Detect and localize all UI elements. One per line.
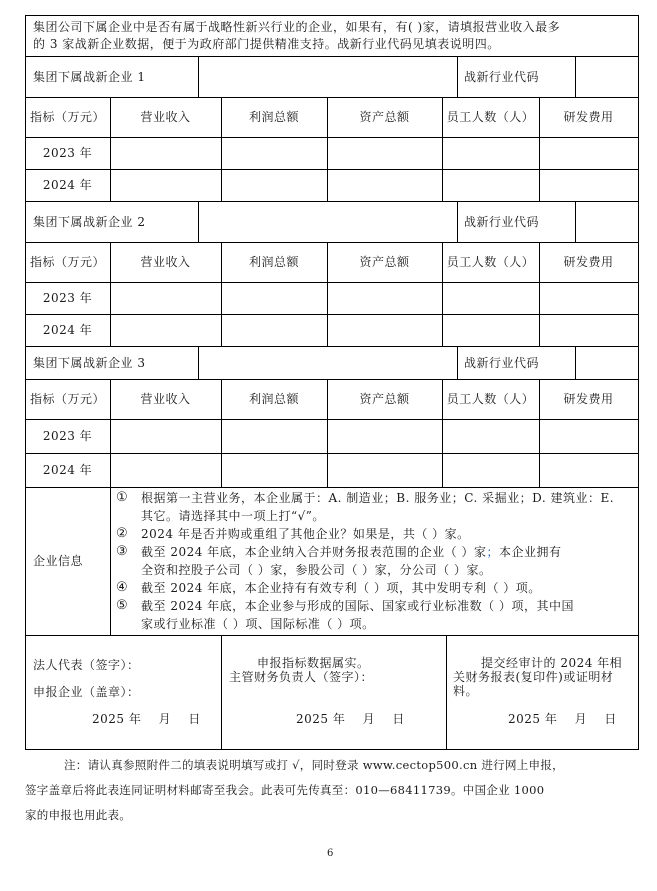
info-divider <box>110 487 111 635</box>
note-line-2: 签字盖章后将此表连同证明材料邮寄至我会。此表可先传真至：010—68411739。中国企业 1000 <box>25 783 545 797</box>
item-number-1: ① <box>116 490 129 505</box>
value-cell-input[interactable] <box>328 170 442 201</box>
value-cell-input[interactable] <box>328 420 442 453</box>
column-header: 营业收入 <box>140 392 191 406</box>
enterprise-info-label: 企业信息 <box>33 554 84 568</box>
value-cell-input[interactable] <box>111 420 221 453</box>
table-border-top <box>25 15 639 16</box>
column-header: 员工人数（人） <box>446 392 535 406</box>
value-cell-input[interactable] <box>111 454 221 487</box>
item-3-line-2: 全资和控股子公司（ ）家，参股公司（ ）家，分公司（ ）家。 <box>141 563 492 577</box>
value-cell-input[interactable] <box>328 454 442 487</box>
item-2-line-1: 2024 年是否并购或重组了其他企业？如果是，共（ ）家。 <box>141 527 470 541</box>
industry-code-input[interactable] <box>576 57 638 97</box>
company-name-label: 集团下属战新企业 1 <box>33 70 146 84</box>
item-1-line-2: 其它。请选择其中一项上打“√”。 <box>141 509 325 523</box>
value-cell-input[interactable] <box>443 315 539 346</box>
legal-rep-signature-label: 法人代表（签字）： <box>33 658 140 672</box>
value-cell-input[interactable] <box>222 283 327 314</box>
year-label: 2023 年 <box>42 429 93 443</box>
value-cell-input[interactable] <box>222 315 327 346</box>
item-number-2: ② <box>116 526 129 541</box>
industry-code-label: 战新行业代码 <box>464 70 540 84</box>
industry-code-input[interactable] <box>576 347 638 379</box>
table-border-left <box>25 15 26 750</box>
value-cell-input[interactable] <box>328 283 442 314</box>
value-cell-input[interactable] <box>443 138 539 169</box>
column-header: 员工人数（人） <box>446 110 535 124</box>
column-header: 营业收入 <box>140 255 191 269</box>
signature-date-3: 2025 年 月 日 <box>508 712 617 726</box>
data-truth-statement: 申报指标数据属实。 <box>257 656 370 670</box>
name-row-divider <box>457 201 458 242</box>
intro-line-1: 集团公司下属企业中是否有属于战略性新兴行业的企业，如果有，有( )家，请填报营业收入最多 <box>33 20 561 34</box>
header-top-line <box>25 97 639 98</box>
signature-date-2: 2025 年 月 日 <box>296 712 405 726</box>
item-1-line-1: 根据第一主营业务，本企业属于：A. 制造业；B. 服务业；C. 采掘业；D. 建筑业：E. <box>141 491 615 505</box>
company-name-input[interactable] <box>199 202 457 242</box>
item-3-line-1 <box>141 545 562 559</box>
value-cell-input[interactable] <box>111 170 221 201</box>
table-border-bottom <box>25 749 639 750</box>
value-cell-input[interactable] <box>443 283 539 314</box>
name-row-divider <box>457 346 458 379</box>
signature-date-1: 2025 年 月 日 <box>92 712 201 726</box>
company-name-label: 集团下属战新企业 2 <box>33 215 146 229</box>
company-name-input[interactable] <box>199 57 457 97</box>
company-name-input[interactable] <box>199 347 457 379</box>
value-cell-input[interactable] <box>222 170 327 201</box>
value-cell-input[interactable] <box>222 420 327 453</box>
item-number-3: ③ <box>116 544 129 559</box>
year-label: 2023 年 <box>42 291 93 305</box>
item-4-line-1: 截至 2024 年底，本企业持有有效专利（ ）项，其中发明专利（ ）项。 <box>141 581 541 595</box>
year-label: 2024 年 <box>42 323 93 337</box>
value-cell-input[interactable] <box>540 315 638 346</box>
column-header: 指标（万元） <box>29 110 105 124</box>
column-header: 利润总额 <box>248 392 299 406</box>
column-header: 员工人数（人） <box>446 255 535 269</box>
company-seal-label: 申报企业（盖章）： <box>33 685 140 699</box>
note-line-1: 注：请认真参照附件二的填表说明填写或打 √，同时登录 www.cectop500.cn 进行网上申报， <box>64 758 564 772</box>
value-cell-input[interactable] <box>328 138 442 169</box>
page-number: 6 <box>327 848 334 859</box>
finance-head-signature-label: 主管财务负责人（签字）： <box>229 670 374 684</box>
value-cell-input[interactable] <box>111 138 221 169</box>
value-cell-input[interactable] <box>443 454 539 487</box>
industry-code-label: 战新行业代码 <box>464 215 540 229</box>
column-header: 资产总额 <box>359 392 410 406</box>
value-cell-input[interactable] <box>328 315 442 346</box>
column-header: 研发费用 <box>563 110 614 124</box>
value-cell-input[interactable] <box>443 420 539 453</box>
signature-top-border <box>25 635 639 636</box>
industry-code-label: 战新行业代码 <box>464 356 540 370</box>
column-header: 指标（万元） <box>29 255 105 269</box>
item-3-semicolon: ； <box>486 545 500 559</box>
value-cell-input[interactable] <box>540 170 638 201</box>
year-label: 2024 年 <box>42 463 93 477</box>
column-header: 研发费用 <box>563 255 614 269</box>
column-header: 指标（万元） <box>29 392 105 406</box>
item-5-line-1: 截至 2024 年底，本企业参与形成的国际、国家或行业标准数（ ）项，其中国 <box>141 599 574 613</box>
value-cell-input[interactable] <box>540 138 638 169</box>
audit-docs-line-3: 料。 <box>453 684 479 698</box>
value-cell-input[interactable] <box>111 283 221 314</box>
column-header: 利润总额 <box>248 110 299 124</box>
column-header: 利润总额 <box>248 255 299 269</box>
company-name-label: 集团下属战新企业 3 <box>33 356 146 370</box>
item-number-5: ⑤ <box>116 598 129 613</box>
industry-code-input[interactable] <box>576 202 638 242</box>
value-cell-input[interactable] <box>222 454 327 487</box>
item-3-line-1-tail: 本企业拥有 <box>499 545 562 559</box>
audit-docs-line-2: 关财务报表(复印件)或证明材 <box>453 670 614 684</box>
signature-divider-1 <box>221 635 222 750</box>
column-header: 营业收入 <box>140 110 191 124</box>
audit-docs-line-1: 提交经审计的 2024 年相 <box>481 656 623 670</box>
header-top-line <box>25 379 639 380</box>
value-cell-input[interactable] <box>540 454 638 487</box>
signature-divider-2 <box>446 635 447 750</box>
value-cell-input[interactable] <box>443 170 539 201</box>
table-border-right <box>638 15 639 750</box>
item-5-line-2: 家或行业标准（ ）项、国际标准（ ）项。 <box>141 617 375 631</box>
column-header: 资产总额 <box>359 110 410 124</box>
item-number-4: ④ <box>116 580 129 595</box>
value-cell-input[interactable] <box>540 283 638 314</box>
year-label: 2023 年 <box>42 146 93 160</box>
value-cell-input[interactable] <box>540 420 638 453</box>
value-cell-input[interactable] <box>222 138 327 169</box>
note-line-3: 家的申报也用此表。 <box>25 808 132 822</box>
intro-line-2: 的 3 家战新企业数据，便于为政府部门提供精准支持。战新行业代码见填表说明四。 <box>33 37 500 51</box>
item-3-line-1-text: 截至 2024 年底，本企业纳入合并财务报表范围的企业（ ）家 <box>141 545 487 559</box>
info-top-border <box>25 487 639 488</box>
name-row-divider <box>457 56 458 97</box>
year-label: 2024 年 <box>42 178 93 192</box>
value-cell-input[interactable] <box>111 315 221 346</box>
column-header: 资产总额 <box>359 255 410 269</box>
column-header: 研发费用 <box>563 392 614 406</box>
header-top-line <box>25 242 639 243</box>
